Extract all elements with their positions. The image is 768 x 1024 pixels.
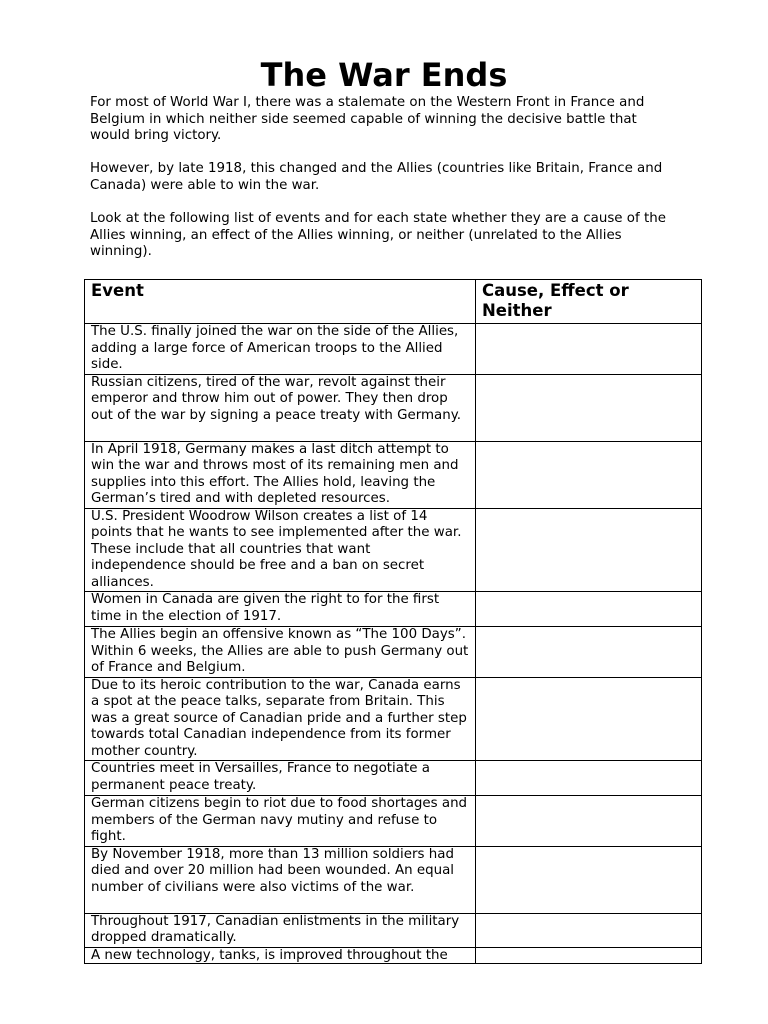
table-row xyxy=(85,441,702,508)
page-title: The War Ends xyxy=(260,56,508,94)
intro-paragraph-3: Look at the following list of events and for each state whether they are a cause of the Allies winning, an effect of the Allies winning, or neither (unrelated to the Allies winning). xyxy=(90,211,666,259)
table-row xyxy=(85,374,702,441)
table-row xyxy=(85,913,702,947)
event-cell: U.S. President Woodrow Wilson creates a list of 14 points that he wants to see implemented after the war. These include that all countries that want independence should be free and a ban on secret alliances. xyxy=(85,508,476,592)
table-row xyxy=(85,947,702,963)
event-cell: Due to its heroic contribution to the war, Canada earns a spot at the peace talks, separate from Britain. This was a great source of Canadian pride and a further step towards total Canadian independence from its former mother country. xyxy=(85,677,476,761)
event-cell: German citizens begin to riot due to food shortages and members of the German navy mutiny and refuse to fight. xyxy=(85,796,476,847)
table-row xyxy=(85,761,702,796)
table-row xyxy=(85,796,702,847)
table-row xyxy=(85,846,702,913)
event-cell-text: A new technology, tanks, is improved throughout the xyxy=(91,947,448,963)
intro-paragraph-2: However, by late 1918, this changed and the Allies (countries like Britain, France and Canada) were able to win the war. xyxy=(90,161,663,193)
event-cell: Russian citizens, tired of the war, revolt against their emperor and throw him out of power. They then drop out of the war by signing a peace treaty with Germany. xyxy=(85,374,476,441)
event-cell: Countries meet in Versailles, France to negotiate a permanent peace treaty. xyxy=(85,761,476,796)
answer-cell[interactable] xyxy=(476,374,702,441)
answer-cell[interactable] xyxy=(476,592,702,627)
answer-cell[interactable] xyxy=(476,761,702,796)
event-cell: The Allies begin an offensive known as “The 100 Days”. Within 6 weeks, the Allies are able to push Germany out of France and Belgium. xyxy=(85,627,476,678)
table-row xyxy=(85,324,702,375)
events-table xyxy=(84,279,702,964)
answer-cell[interactable] xyxy=(476,913,702,947)
table-row xyxy=(85,677,702,761)
answer-cell[interactable] xyxy=(476,677,702,761)
table-row xyxy=(85,627,702,678)
answer-cell[interactable] xyxy=(476,846,702,913)
answer-cell[interactable] xyxy=(476,324,702,375)
table-row xyxy=(85,592,702,627)
event-cell: The U.S. finally joined the war on the side of the Allies, adding a large force of American troops to the Allied side. xyxy=(85,324,476,375)
event-cell: Throughout 1917, Canadian enlistments in the military dropped dramatically. xyxy=(85,913,476,947)
table-row xyxy=(85,508,702,592)
event-cell: Women in Canada are given the right to for the first time in the election of 1917. xyxy=(85,592,476,627)
answer-cell[interactable] xyxy=(476,796,702,847)
table-header-row xyxy=(85,280,702,324)
intro-paragraph-1: For most of World War I, there was a stalemate on the Western Front in France and Belgium in which neither side seemed capable of winning the decisive battle that would bring victory. xyxy=(90,95,645,143)
answer-cell[interactable] xyxy=(476,508,702,592)
answer-cell[interactable] xyxy=(476,627,702,678)
column-header-answer: Cause, Effect or Neither xyxy=(476,280,702,324)
answer-cell[interactable] xyxy=(476,947,702,963)
answer-cell[interactable] xyxy=(476,441,702,508)
column-header-event: Event xyxy=(85,280,476,324)
event-cell: In April 1918, Germany makes a last ditch attempt to win the war and throws most of its remaining men and supplies into this effort. The Allies hold, leaving the German’s tired and with depleted resources. xyxy=(85,441,476,508)
event-cell: By November 1918, more than 13 million soldiers had died and over 20 million had been wounded. An equal number of civilians were also victims of the war. xyxy=(85,846,476,913)
event-cell xyxy=(85,947,476,963)
